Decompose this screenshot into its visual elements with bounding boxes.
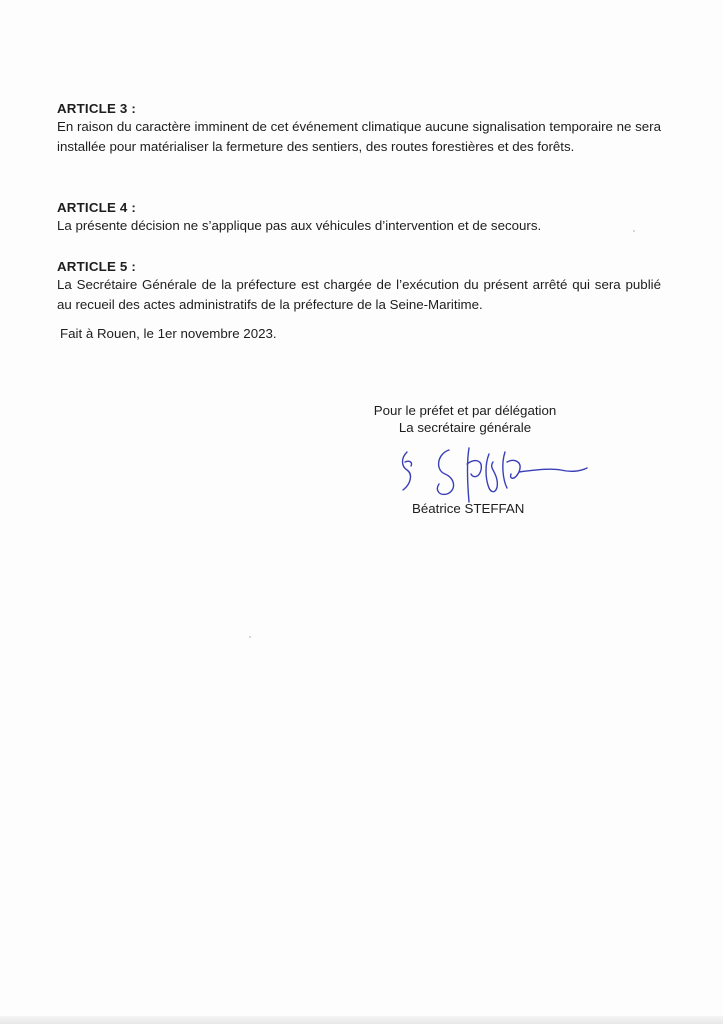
scan-speck bbox=[633, 230, 635, 232]
article-3-title: ARTICLE 3 : bbox=[57, 101, 137, 116]
delegation-line: Pour le préfet et par délégation bbox=[373, 403, 557, 418]
signatory-role: La secrétaire générale bbox=[398, 420, 532, 435]
article-5 bbox=[57, 259, 661, 315]
article-4-body: La présente décision ne s’applique pas aux véhicules d’intervention et de secours. bbox=[57, 218, 542, 233]
article-5-title: ARTICLE 5 : bbox=[57, 259, 137, 274]
scan-speck bbox=[249, 636, 251, 638]
article-3 bbox=[57, 101, 661, 157]
signature-block bbox=[340, 402, 590, 436]
article-4-title: ARTICLE 4 : bbox=[57, 200, 137, 215]
article-3-body: En raison du caractère imminent de cet événement climatique aucune signalisation temporaire ne sera installée pour matérialiser la fermeture des sentiers, des routes forestières et des forêts. bbox=[57, 119, 661, 154]
place-and-date: Fait à Rouen, le 1er novembre 2023. bbox=[60, 326, 277, 341]
signatory-name: Béatrice STEFFAN bbox=[412, 501, 525, 516]
page-bottom-edge bbox=[0, 1016, 723, 1024]
article-4 bbox=[57, 200, 661, 236]
article-5-body: La Secrétaire Générale de la préfecture est chargée de l’exécution du présent arrêté qui sera publié au recueil des actes administratifs de la préfecture de la Seine-Maritime. bbox=[57, 277, 661, 312]
